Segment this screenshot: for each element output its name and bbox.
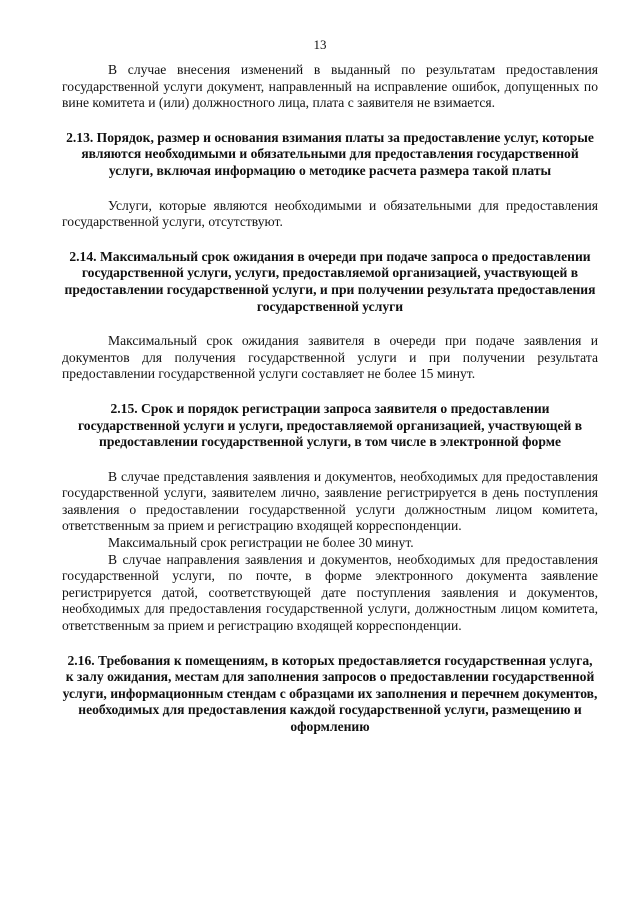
paragraph-2-14: Максимальный срок ожидания заявителя в очереди при подаче заявления и документов для получения государственной услуги и при получении результата предоставлении государственной услуги составляет не более 15 минут.	[62, 333, 598, 382]
heading-2-16: 2.16. Требования к помещениям, в которых предоставляется государственная услуга, к залу ожидания, местам для заполнения запросов о предоставлении государственной услуги, информационным стендам с образцами их заполнения и перечнем документов, необходимых для предоставления каждой государственной услуги, размещению и оформлению	[62, 652, 598, 734]
page-number: 13	[313, 37, 327, 52]
paragraph-2-13: Услуги, которые являются необходимыми и обязательными для предоставления государственной услуги, отсутствуют.	[62, 197, 598, 230]
paragraph-fee-exemption: В случае внесения изменений в выданный по результатам предоставления государственной услуги документ, направленный на исправление ошибок, допущенных по вине комитета и (или) должностного лица, плата с заявителя не взимается.	[62, 62, 598, 111]
paragraph-2-15-personal: В случае представления заявления и документов, необходимых для предоставления государственной услуги, заявителем лично, заявление регистрируется в день поступления заявления о предоставлении государственной услуги должностным лицом комитета, ответственным за прием и регистрацию входящей корреспонденции.	[62, 468, 598, 534]
page-content	[62, 62, 598, 736]
heading-2-15: 2.15. Срок и порядок регистрации запроса заявителя о предоставлении государственной услуги и услуги, предоставляемой организацией, участвующей в предоставлении государственной услуги, в том числе в электронной форме	[77, 400, 583, 450]
heading-2-13: 2.13. Порядок, размер и основания взимания платы за предоставление услуг, которые являются необходимыми и обязательными для предоставления государственной услуги, включая информацию о методике расчета размера такой платы	[66, 129, 594, 178]
paragraph-2-15-max-time: Максимальный срок регистрации не более 30 минут.	[108, 535, 414, 551]
paragraph-2-15-mail: В случае направления заявления и документов, необходимых для предоставления государственной услуги, по почте, в форме электронного документа заявление регистрируется датой, соответствующей дате поступления заявления и документов, необходимых для предоставления государственной услуги, должностным лицом комитета, ответственным за прием и регистрацию входящей корреспонденции.	[62, 551, 598, 634]
heading-2-14: 2.14. Максимальный срок ожидания в очереди при подаче запроса о предоставлении государственной услуги, услуги, предоставляемой организацией, участвующей в предоставлении государственной услуги, и при получении результата предоставления государственной услуги	[64, 248, 596, 314]
